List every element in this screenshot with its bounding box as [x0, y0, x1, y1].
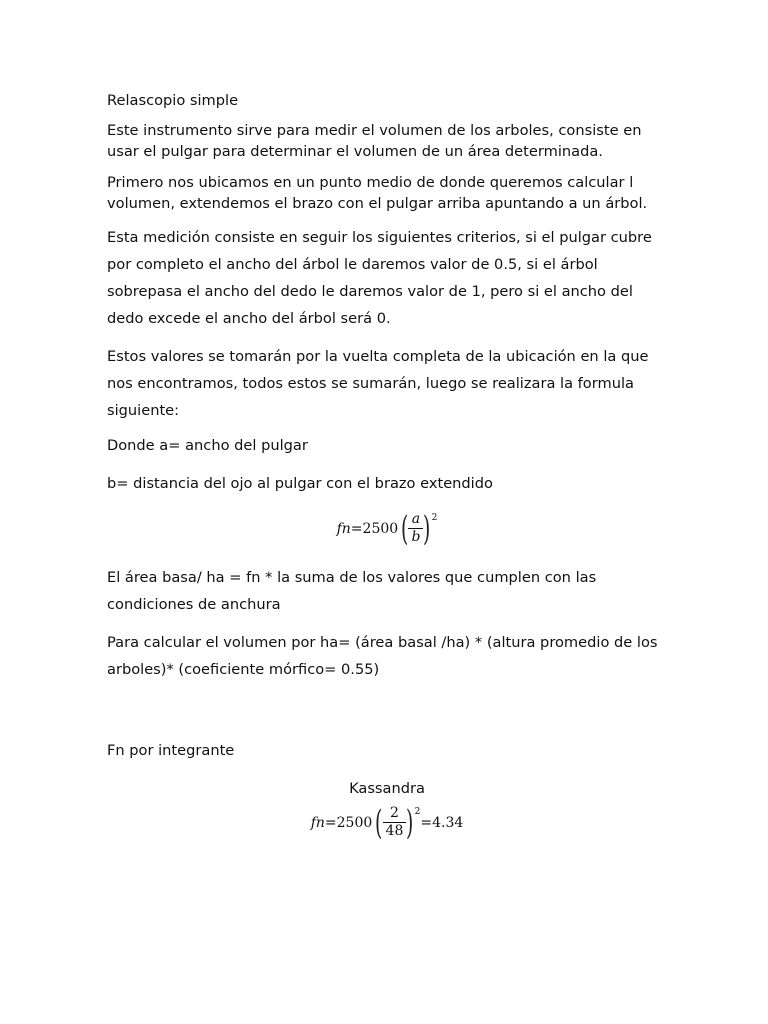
paragraph-fn-per-member: Fn por integrante	[107, 742, 235, 759]
formula-right-paren: )	[406, 802, 414, 843]
formula-numerator: a	[411, 511, 421, 527]
member-name: Kassandra	[349, 780, 425, 797]
formula-exponent: 2	[414, 807, 421, 817]
paragraph-instrument: Este instrumento sirve para medir el volumen de los arboles, consiste en usar el pulgar para determinar el volumen de un área determinada.	[107, 122, 642, 160]
paragraph-b-definition: b= distancia del ojo al pulgar con el brazo extendido	[107, 475, 493, 492]
formula-exponent: 2	[431, 513, 438, 523]
paragraph-basal-area: El área basa/ ha = fn * la suma de los valores que cumplen con las condiciones de anchura	[107, 569, 597, 613]
blank-line	[107, 694, 667, 740]
formula-fn-kassandra	[107, 802, 667, 843]
paragraph-values: Estos valores se tomarán por la vuelta completa de la ubicación en la que nos encontramos, todos estos se sumarán, luego se realizara la formula siguiente:	[107, 348, 649, 419]
document-title: Relascopio simple	[107, 92, 239, 109]
paragraph-criteria: Esta medición consiste en seguir los siguientes criterios, si el pulgar cubre por completo el ancho del árbol le daremos valor de 0.5, si el árbol sobrepasa el ancho del dedo le daremos valor de 1, pero si el ancho del dedo excede el ancho del árbol será 0.	[107, 229, 652, 327]
formula-left-paren: (	[375, 802, 383, 843]
formula-numerator: 2	[390, 805, 399, 821]
formula-equals: =	[350, 520, 363, 537]
formula-lhs: fn	[310, 814, 325, 831]
formula-lhs: fn	[336, 520, 351, 537]
formula-result-equals: =	[420, 814, 433, 831]
paragraph-volume: Para calcular el volumen por ha= (área basal /ha) * (altura promedio de los arboles)* (coeficiente mórfico= 0.55)	[107, 634, 658, 678]
formula-right-paren: )	[423, 508, 431, 549]
formula-coefficient: 2500	[362, 520, 399, 537]
document-page	[107, 90, 667, 843]
formula-fraction	[383, 805, 407, 840]
formula-fn-general	[107, 508, 667, 549]
paragraph-a-definition: Donde a= ancho del pulgar	[107, 437, 308, 454]
formula-denominator: 48	[383, 822, 407, 840]
formula-result: 4.34	[432, 814, 464, 831]
formula-fraction	[408, 511, 423, 546]
formula-coefficient: 2500	[336, 814, 373, 831]
formula-denominator: b	[408, 528, 423, 546]
formula-left-paren: (	[401, 508, 409, 549]
paragraph-position: Primero nos ubicamos en un punto medio de donde queremos calcular l volumen, extendemos el brazo con el pulgar arriba apuntando a un árbol.	[107, 174, 648, 212]
formula-equals: =	[324, 814, 337, 831]
